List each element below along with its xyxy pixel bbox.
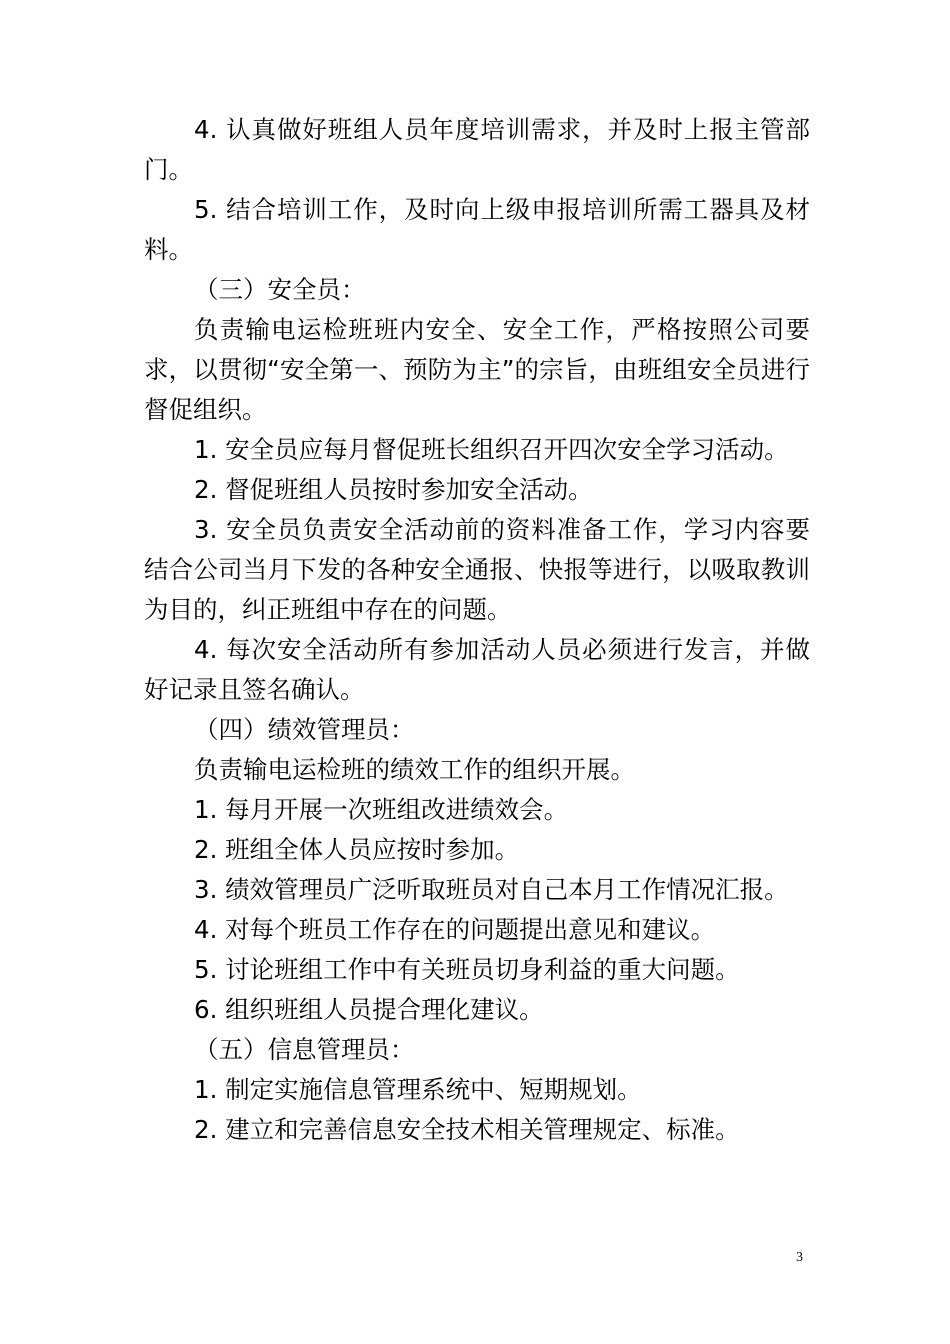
section-heading-safety-officer: （三）安全员： [194, 275, 366, 304]
paragraph-safety-item-3: 3. 安全员负责安全活动前的资料准备工作，学习内容要结合公司当月下发的各种安全通报、快报等进行，以吸取教训为目的，纠正班组中存在的问题。 [144, 515, 810, 624]
section-heading-info-manager: （五）信息管理员： [194, 1035, 415, 1064]
paragraph-info-item-1: 1. 制定实施信息管理系统中、短期规划。 [194, 1075, 642, 1104]
paragraph-safety-intro: 负责输电运检班班内安全、安全工作，严格按照公司要求，以贯彻“安全第一、预防为主”的宗旨，由班组安全员进行督促组织。 [144, 315, 810, 424]
paragraph-performance-item-6: 6. 组织班组人员提合理化建议。 [194, 995, 544, 1024]
document-body [144, 110, 810, 1150]
paragraph-safety-item-4: 4. 每次安全活动所有参加活动人员必须进行发言，并做好记录且签名确认。 [144, 635, 810, 704]
page-number: 3 [796, 1250, 803, 1265]
paragraph-performance-item-4: 4. 对每个班员工作存在的问题提出意见和建议。 [194, 915, 716, 944]
paragraph-performance-item-2: 2. 班组全体人员应按时参加。 [194, 835, 520, 864]
section-heading-performance-manager: （四）绩效管理员： [194, 715, 415, 744]
paragraph-info-item-2: 2. 建立和完善信息安全技术相关管理规定、标准。 [194, 1115, 740, 1144]
paragraph-training-needs: 4. 认真做好班组人员年度培训需求，并及时上报主管部门。 [144, 115, 810, 184]
paragraph-safety-item-2: 2. 督促班组人员按时参加安全活动。 [194, 475, 593, 504]
paragraph-performance-item-5: 5. 讨论班组工作中有关班员切身利益的重大问题。 [194, 955, 740, 984]
paragraph-training-materials: 5. 结合培训工作，及时向上级申报培训所需工器具及材料。 [144, 195, 810, 264]
paragraph-performance-item-3: 3. 绩效管理员广泛听取班员对自己本月工作情况汇报。 [194, 875, 789, 904]
paragraph-safety-item-1: 1. 安全员应每月督促班长组织召开四次安全学习活动。 [194, 435, 789, 464]
paragraph-performance-intro: 负责输电运检班的绩效工作的组织开展。 [194, 755, 635, 784]
paragraph-performance-item-1: 1. 每月开展一次班组改进绩效会。 [194, 795, 569, 824]
